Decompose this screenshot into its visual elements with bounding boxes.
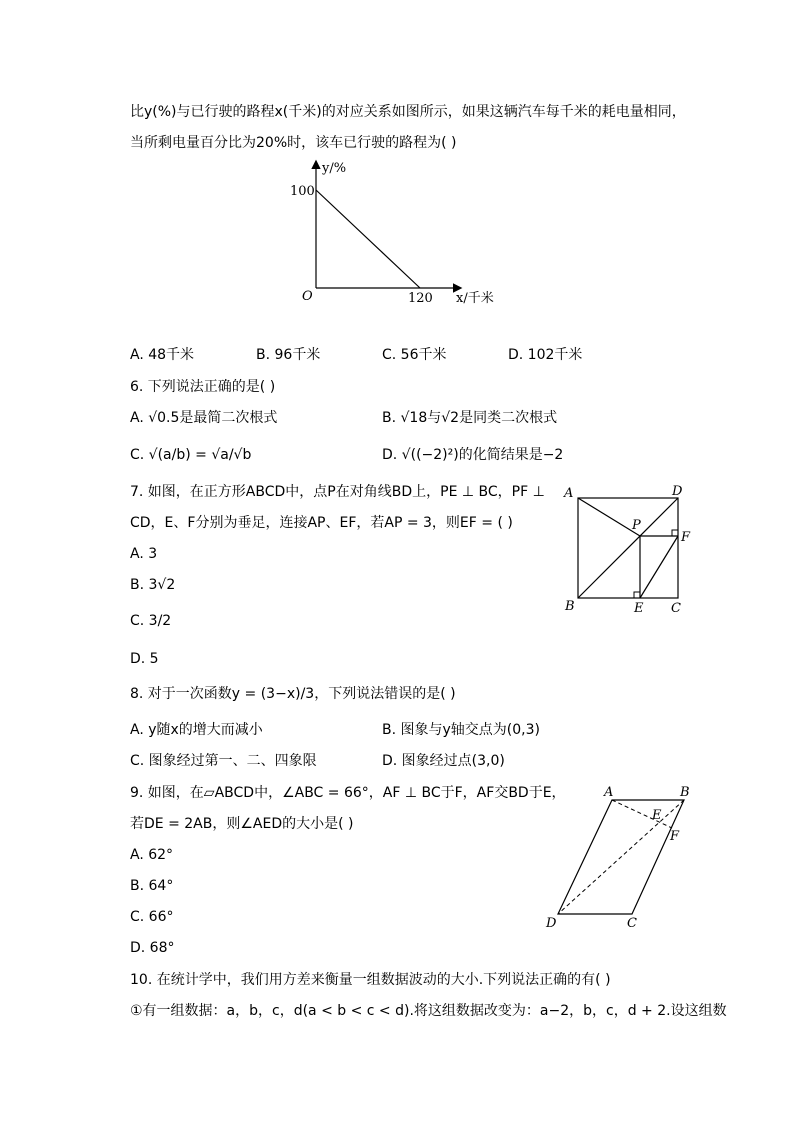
q7-option-a: A. 3	[130, 546, 158, 562]
diagonal-bd	[578, 498, 678, 598]
q10-stem: 10. 在统计学中，我们用方差来衡量一组数据波动的大小.下列说法正确的有( )	[130, 972, 611, 988]
q7-option-c: C. 3/2	[130, 613, 172, 629]
q9-stem-line-1: 9. 如图，在▱ABCD中，∠ABC = 66°，AF ⊥ BC于F，AF交BD于E，	[130, 785, 566, 801]
q6-option-d: D. √((−2)²)的化简结果是−2	[382, 447, 564, 463]
q8-option-d: D. 图象经过点(3,0)	[382, 753, 505, 769]
label-a: A	[604, 785, 614, 800]
q8-option-b: B. 图象与y轴交点为(0,3)	[382, 722, 540, 738]
q8-stem: 8. 对于一次函数y = (3−x)/3，下列说法错误的是( )	[130, 686, 456, 702]
label-e: E	[634, 601, 644, 616]
q7-stem-line-2: CD，E、F分别为垂足，连接AP、EF，若AP = 3，则EF = ( )	[130, 515, 513, 531]
q6-stem: 6. 下列说法正确的是( )	[130, 379, 276, 395]
q5-option-a: A. 48千米	[130, 347, 195, 363]
q9-option-d: D. 68°	[130, 940, 175, 956]
label-d: D	[546, 916, 557, 931]
q6-option-b: B. √18与√2是同类二次根式	[382, 410, 558, 426]
segment-af-dashed	[612, 800, 672, 828]
parallelogram-abcd-figure	[540, 784, 700, 934]
label-a: A	[564, 486, 574, 501]
segment-ef	[640, 536, 678, 598]
distance-battery-graph	[290, 152, 520, 314]
y-tick-label: 100	[290, 184, 315, 199]
label-c: C	[627, 916, 637, 931]
q10-item-1: ①有一组数据：a，b，c，d(a < b < c < d).将这组数据改变为：a−2，b，c，d + 2.设这组数	[130, 1003, 727, 1019]
x-axis-label: x/千米	[456, 291, 494, 306]
right-angle-f	[672, 530, 678, 536]
label-d: D	[672, 484, 683, 499]
label-b: B	[565, 599, 575, 614]
intro-line-2: 当所剩电量百分比为20%时，该车已行驶的路程为( )	[130, 135, 457, 151]
diagonal-bd-dashed	[558, 800, 684, 914]
q9-stem-line-2: 若DE = 2AB，则∠AED的大小是( )	[130, 816, 354, 832]
q8-option-a: A. y随x的增大而减小	[130, 722, 263, 738]
label-f: F	[681, 530, 691, 545]
q9-option-c: C. 66°	[130, 909, 174, 925]
q9-option-a: A. 62°	[130, 847, 174, 863]
label-e: E	[652, 808, 662, 823]
q7-option-d: D. 5	[130, 651, 159, 667]
q5-option-c: C. 56千米	[382, 347, 447, 363]
graph-line	[316, 190, 420, 288]
q8-option-c: C. 图象经过第一、二、四象限	[130, 753, 317, 769]
q7-option-b: B. 3√2	[130, 577, 176, 593]
q9-option-b: B. 64°	[130, 878, 174, 894]
q5-option-b: B. 96千米	[256, 347, 321, 363]
label-p: P	[632, 518, 641, 533]
y-axis-label: y/%	[322, 161, 347, 176]
label-c: C	[671, 601, 681, 616]
right-angle-e	[634, 592, 640, 598]
segment-ap	[578, 498, 640, 536]
label-b: B	[680, 785, 690, 800]
square-abcd-figure	[560, 484, 700, 618]
q5-option-d: D. 102千米	[508, 347, 583, 363]
label-f: F	[670, 829, 680, 844]
origin-label: O	[302, 289, 313, 304]
x-tick-label: 120	[408, 291, 433, 306]
q7-stem-line-1: 7. 如图，在正方形ABCD中，点P在对角线BD上，PE ⊥ BC，PF ⊥	[130, 484, 545, 500]
q6-option-a: A. √0.5是最简二次根式	[130, 410, 278, 426]
q6-option-c: C. √(a/b) = √a/√b	[130, 447, 252, 463]
intro-line-1: 比y(%)与已行驶的路程x(千米)的对应关系如图所示，如果这辆汽车每千米的耗电量相同，	[130, 104, 686, 120]
